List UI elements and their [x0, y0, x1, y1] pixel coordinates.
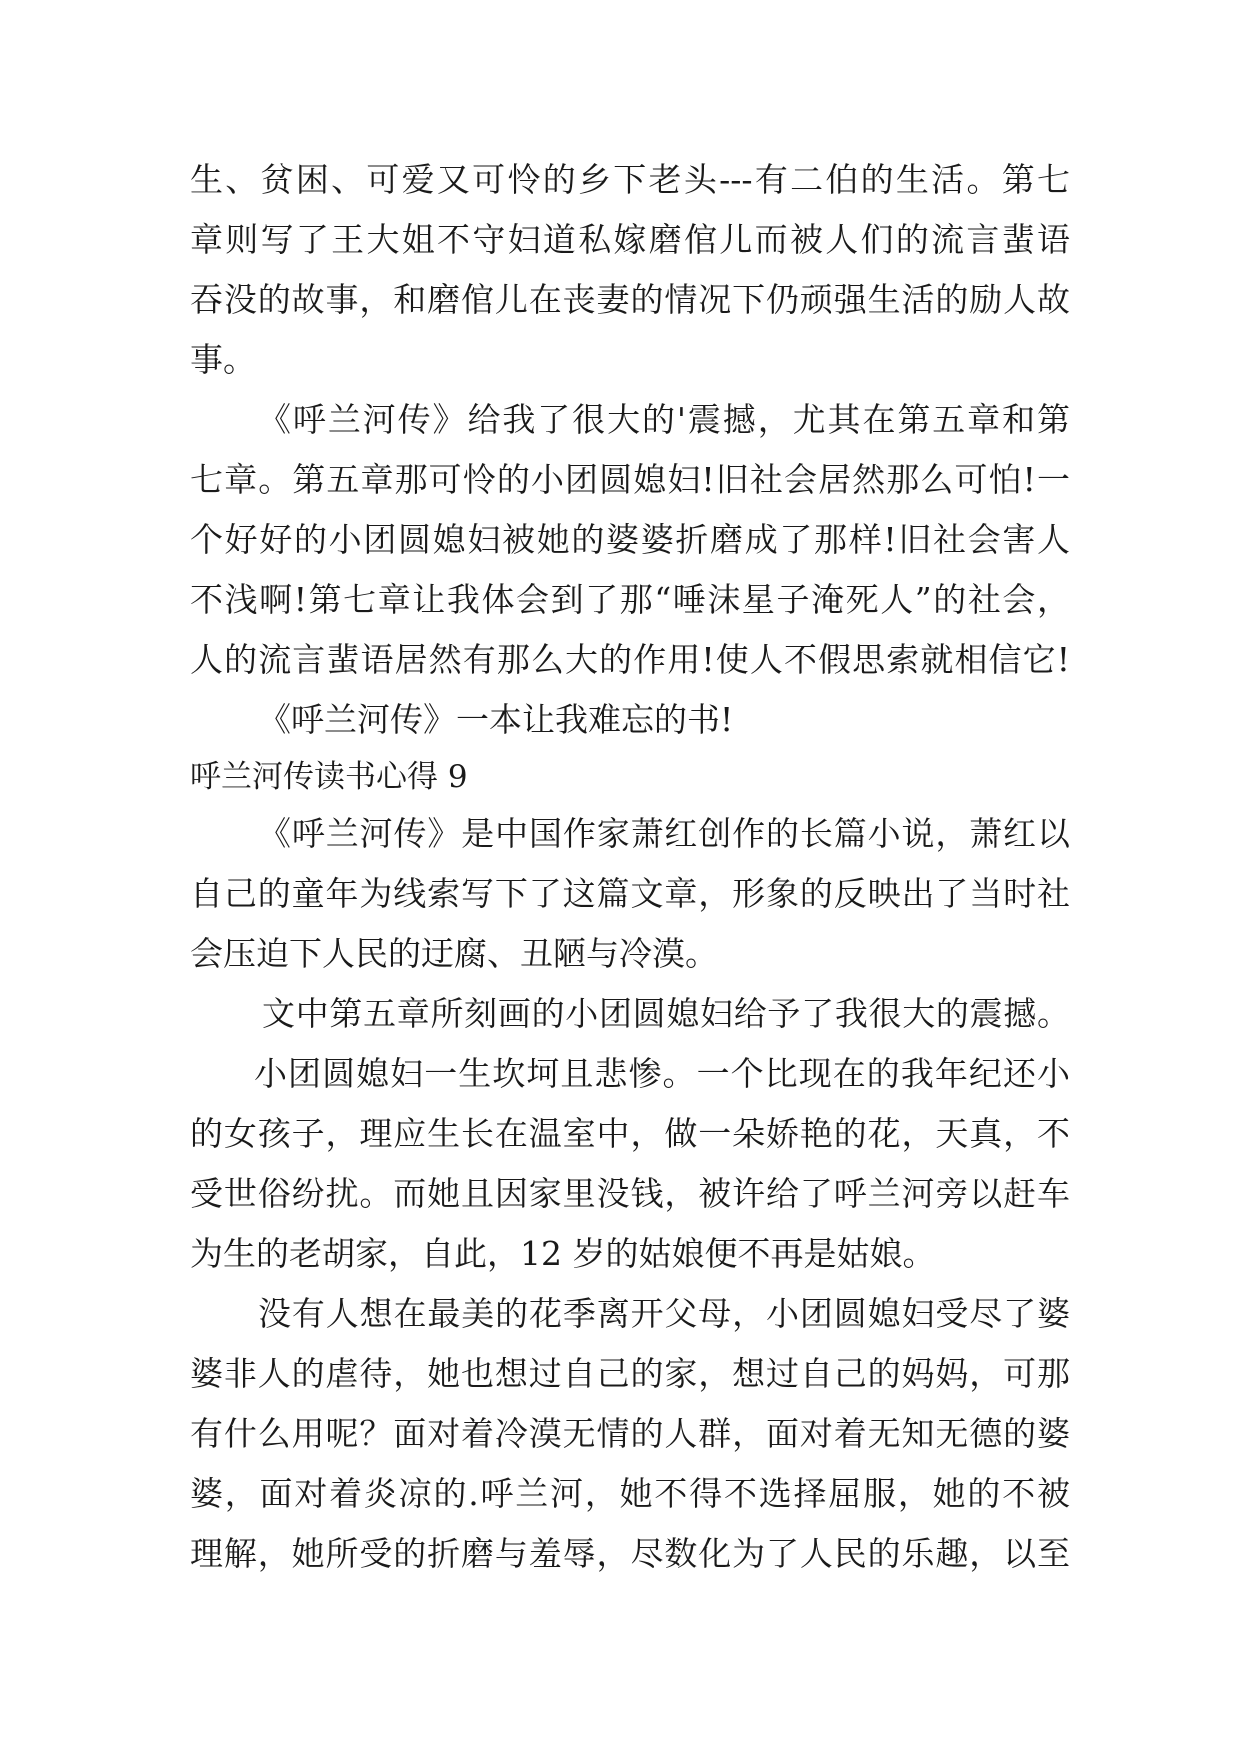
section-heading: 呼兰河传读书心得 9	[190, 759, 468, 795]
text-line: 人的流言蜚语居然有那么大的作用!使人不假思索就相信它!	[190, 640, 1070, 679]
text-line: 七章。第五章那可怜的小团圆媳妇!旧社会居然那么可怕!一	[190, 460, 1070, 499]
text-line: 的女孩子，理应生长在温室中，做一朵娇艳的花，天真，不	[190, 1114, 1070, 1153]
text-line: 不浅啊!第七章让我体会到了那“唾沫星子淹死人”的社会，	[190, 580, 1070, 619]
text-line: 理解，她所受的折磨与羞辱，尽数化为了人民的乐趣，以至	[190, 1534, 1070, 1573]
paragraph-start: 《呼兰河传》一本让我难忘的书!	[258, 700, 734, 739]
document-body	[190, 150, 1070, 1584]
text-line: 为生的老胡家，自此，12 岁的姑娘便不再是姑娘。	[190, 1234, 936, 1273]
text-line: 自己的童年为线索写下了这篇文章，形象的反映出了当时社	[190, 874, 1070, 913]
paragraph-start: 《呼兰河传》给我了很大的'震撼，尤其在第五章和第	[258, 400, 1070, 439]
paragraph-start: 《呼兰河传》是中国作家萧红创作的长篇小说，萧红以	[258, 814, 1070, 853]
text-line: 章则写了王大姐不守妇道私嫁磨倌儿而被人们的流言蜚语	[190, 220, 1070, 259]
text-line: 个好好的小团圆媳妇被她的婆婆折磨成了那样!旧社会害人	[190, 520, 1070, 559]
text-line: 婆非人的虐待，她也想过自己的家，想过自己的妈妈，可那	[190, 1354, 1070, 1393]
text-line: 生、贫困、可爱又可怜的乡下老头---有二伯的生活。第七	[190, 160, 1070, 199]
text-line: 会压迫下人民的迂腐、丑陋与冷漠。	[190, 934, 718, 973]
text-line: 婆，面对着炎凉的.呼兰河，她不得不选择屈服，她的不被	[190, 1474, 1070, 1513]
paragraph-start: 文中第五章所刻画的小团圆媳妇给予了我很大的震撼。	[262, 994, 1070, 1033]
paragraph-start: 小团圆媳妇一生坎坷且悲惨。一个比现在的我年纪还小	[254, 1054, 1070, 1093]
text-line: 受世俗纷扰。而她且因家里没钱，被许给了呼兰河旁以赶车	[190, 1174, 1070, 1213]
text-line: 吞没的故事，和磨倌儿在丧妻的情况下仍顽强生活的励人故	[190, 280, 1070, 319]
paragraph-start: 没有人想在最美的花季离开父母，小团圆媳妇受尽了婆	[258, 1294, 1070, 1333]
text-line: 事。	[190, 340, 256, 379]
text-line: 有什么用呢？面对着冷漠无情的人群，面对着无知无德的婆	[190, 1414, 1070, 1453]
